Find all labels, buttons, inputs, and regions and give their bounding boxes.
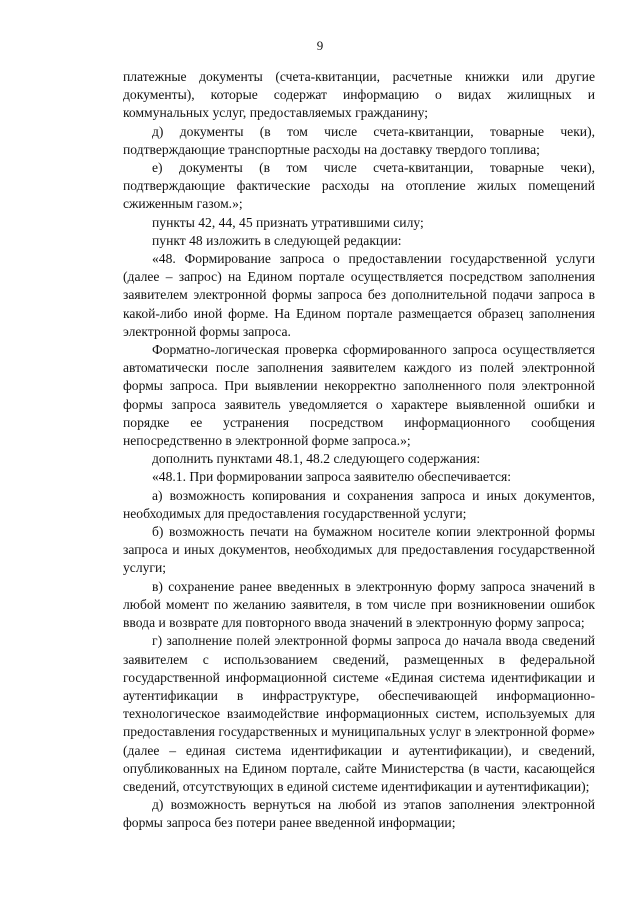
page-number: 9 [316,38,324,53]
paragraph-point-48-1: «48.1. При формировании запроса заявителю обеспечивается: [152,469,512,485]
paragraph-item-g: г) заполнение полей электронной формы запроса до начала ввода сведений заявителем с использованием сведений, размещенных в федеральной государственной информационной системе «Единая система идентификации и аутентификации в инфраструктуре, обеспечивающей информационно-технологическое взаимодействие информационных систем, используемых для предоставления государственных и муниципальных услуг в электронной форме» (далее – единая система идентификации и аутентификации), и сведений, опубликованных на Едином портале, сайте Министерства (в части, касающейся сведений, отсутствующих в единой системе идентификации и аутентификации); [123,633,595,794]
document-body [123,68,595,833]
paragraph-format-check: Форматно-логическая проверка сформированного запроса осуществляется автоматически после заполнения заявителем каждого из полей электронной формы запроса. При выявлении некорректно заполненного поля электронной формы запроса заявитель уведомляется о характере выявленной ошибки и порядке ее устранения посредством информационного сообщения непосредственно в электронной форме запроса.»; [123,342,595,449]
paragraph-continuation: платежные документы (счета-квитанции, расчетные книжки или другие документы), которые содержат информацию о видах жилищных и коммунальных услуг, предоставляемых гражданину; [123,69,595,121]
paragraph-point-48-intro: пункт 48 изложить в следующей редакции: [152,232,402,248]
paragraph-item-b: б) возможность печати на бумажном носителе копии электронной формы запроса и иных документов, необходимых для предоставления государственной услуги; [123,524,595,576]
paragraph-repeal-points: пункты 42, 44, 45 признать утратившими силу; [152,214,424,230]
paragraph-point-48: «48. Формирование запроса о предоставлении государственной услуги (далее – запрос) на Едином портале осуществляется посредством заполнения заявителем электронной формы запроса без дополнительной подачи запроса в какой-либо иной форме. На Едином портале размещается образец заполнения электронной формы запроса. [123,251,595,339]
paragraph-add-points-intro: дополнить пунктами 48.1, 48.2 следующего содержания: [152,451,481,467]
paragraph-item-a: а) возможность копирования и сохранения запроса и иных документов, необходимых для предоставления государственной услуги; [123,487,595,521]
paragraph-item-d-transport: д) документы (в том числе счета-квитанции, товарные чеки), подтверждающие транспортные расходы на доставку твердого топлива; [123,123,595,157]
paragraph-item-e-heating: е) документы (в том числе счета-квитанции, товарные чеки), подтверждающие фактические расходы на отопление жилых помещений сжиженным газом.»; [123,160,595,212]
paragraph-item-d-navigation: д) возможность вернуться на любой из этапов заполнения электронной формы запроса без потери ранее введенной информации; [123,797,595,831]
paragraph-item-v: в) сохранение ранее введенных в электронную форму запроса значений в любой момент по желанию заявителя, в том числе при возникновении ошибок ввода и возврате для повторного ввода значений в электронную форму запроса; [123,578,595,631]
